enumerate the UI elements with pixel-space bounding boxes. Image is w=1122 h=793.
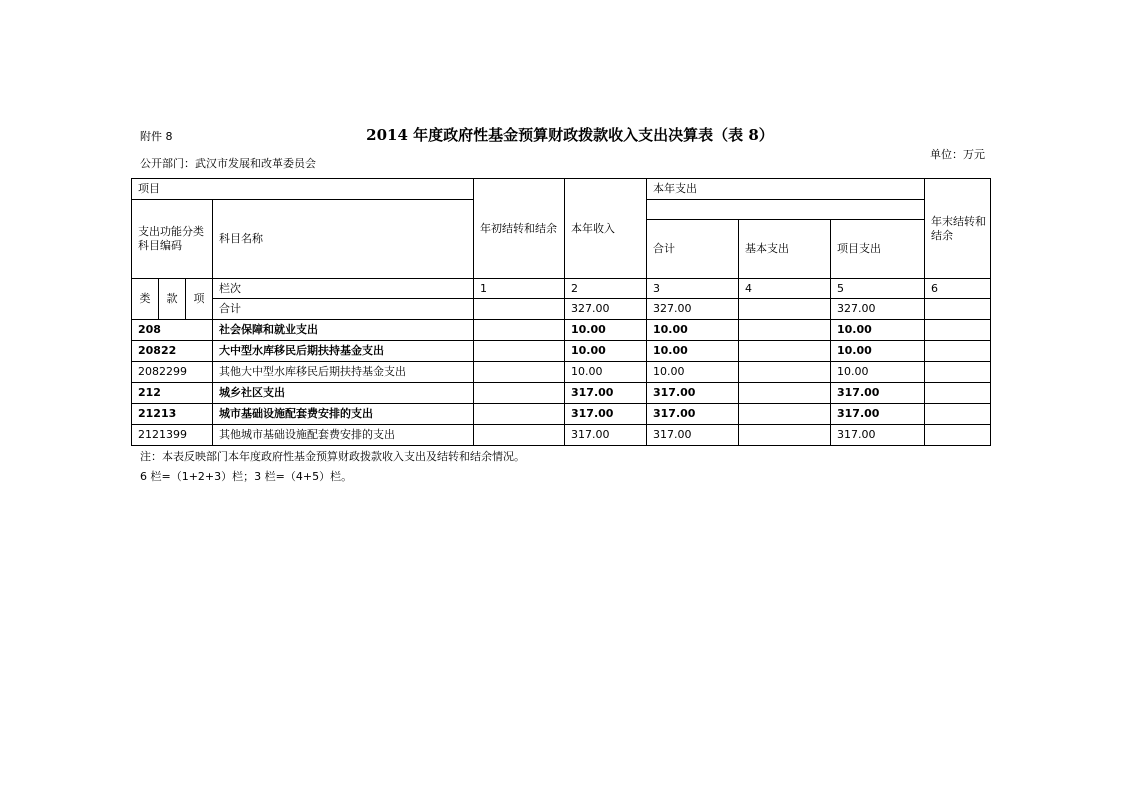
- header-income: 本年收入: [565, 179, 647, 279]
- row-income: 10.00: [565, 320, 647, 341]
- total-income: 327.00: [565, 299, 647, 320]
- row-project: 10.00: [831, 320, 925, 341]
- header-expense: 本年支出: [647, 179, 925, 200]
- budget-table: [131, 178, 991, 446]
- row-income: 317.00: [565, 404, 647, 425]
- column-index-2: 2: [565, 279, 647, 299]
- row-total: 10.00: [647, 362, 739, 383]
- header-project-expense: 项目支出: [831, 220, 925, 279]
- row-closing: [925, 404, 991, 425]
- unit-label: 单位：万元: [930, 148, 985, 161]
- row-opening: [474, 383, 565, 404]
- header-item: 项目: [132, 179, 474, 200]
- row-closing: [925, 320, 991, 341]
- page-title: 2014 年度政府性基金预算财政拨款收入支出决算表（表 8）: [366, 126, 774, 144]
- row-total: 317.00: [647, 425, 739, 446]
- table-row: [132, 362, 991, 383]
- column-index-6: 6: [925, 279, 991, 299]
- row-total: 317.00: [647, 404, 739, 425]
- row-opening: [474, 404, 565, 425]
- total-basic: [739, 299, 831, 320]
- header-subject-name: 科目名称: [213, 200, 474, 279]
- header-basic-expense: 基本支出: [739, 220, 831, 279]
- row-name: 大中型水库移民后期扶持基金支出: [213, 341, 474, 362]
- row-code: 208: [132, 320, 213, 341]
- row-basic: [739, 362, 831, 383]
- department-label: 公开部门：武汉市发展和改革委员会: [140, 157, 316, 170]
- column-index-label: 栏次: [213, 279, 474, 299]
- column-index-5: 5: [831, 279, 925, 299]
- header-expense-total: 合计: [647, 220, 739, 279]
- total-project: 327.00: [831, 299, 925, 320]
- row-code: 2082299: [132, 362, 213, 383]
- total-name: 合计: [213, 299, 474, 320]
- table-row: [132, 383, 991, 404]
- table-formula-note: 6 栏=（1+2+3）栏；3 栏=（4+5）栏。: [140, 470, 353, 483]
- row-income: 317.00: [565, 425, 647, 446]
- total-expense: 327.00: [647, 299, 739, 320]
- row-closing: [925, 362, 991, 383]
- row-total: 10.00: [647, 320, 739, 341]
- total-closing: [925, 299, 991, 320]
- row-basic: [739, 425, 831, 446]
- header-xiang: 项: [186, 279, 213, 320]
- row-income: 317.00: [565, 383, 647, 404]
- row-project: 317.00: [831, 425, 925, 446]
- table-row: [132, 320, 991, 341]
- row-name: 社会保障和就业支出: [213, 320, 474, 341]
- column-index-3: 3: [647, 279, 739, 299]
- row-closing: [925, 383, 991, 404]
- row-code: 21213: [132, 404, 213, 425]
- row-opening: [474, 362, 565, 383]
- row-income: 10.00: [565, 341, 647, 362]
- row-closing: [925, 341, 991, 362]
- header-kuan: 款: [159, 279, 186, 320]
- total-opening: [474, 299, 565, 320]
- row-basic: [739, 383, 831, 404]
- row-project: 10.00: [831, 362, 925, 383]
- header-opening-balance: 年初结转和结余: [474, 179, 565, 279]
- row-opening: [474, 425, 565, 446]
- header-lei: 类: [132, 279, 159, 320]
- row-opening: [474, 341, 565, 362]
- row-name: 城市基础设施配套费安排的支出: [213, 404, 474, 425]
- attachment-label: 附件 8: [140, 130, 173, 143]
- row-project: 317.00: [831, 404, 925, 425]
- row-name: 其他大中型水库移民后期扶持基金支出: [213, 362, 474, 383]
- row-closing: [925, 425, 991, 446]
- table-row: [132, 425, 991, 446]
- row-basic: [739, 320, 831, 341]
- total-row: [132, 299, 991, 320]
- row-name: 其他城市基础设施配套费安排的支出: [213, 425, 474, 446]
- column-index-1: 1: [474, 279, 565, 299]
- row-income: 10.00: [565, 362, 647, 383]
- row-total: 317.00: [647, 383, 739, 404]
- row-code: 20822: [132, 341, 213, 362]
- column-index-4: 4: [739, 279, 831, 299]
- table-row: [132, 404, 991, 425]
- header-expense-spacer: [647, 200, 925, 220]
- row-total: 10.00: [647, 341, 739, 362]
- row-basic: [739, 404, 831, 425]
- table-row: [132, 341, 991, 362]
- header-func-code: 支出功能分类科目编码: [132, 200, 213, 279]
- row-basic: [739, 341, 831, 362]
- row-opening: [474, 320, 565, 341]
- table-note: 注：本表反映部门本年度政府性基金预算财政拨款收入支出及结转和结余情况。: [140, 450, 525, 463]
- row-project: 10.00: [831, 341, 925, 362]
- row-project: 317.00: [831, 383, 925, 404]
- row-name: 城乡社区支出: [213, 383, 474, 404]
- row-code: 2121399: [132, 425, 213, 446]
- header-closing-balance: 年末结转和结余: [925, 179, 991, 279]
- row-code: 212: [132, 383, 213, 404]
